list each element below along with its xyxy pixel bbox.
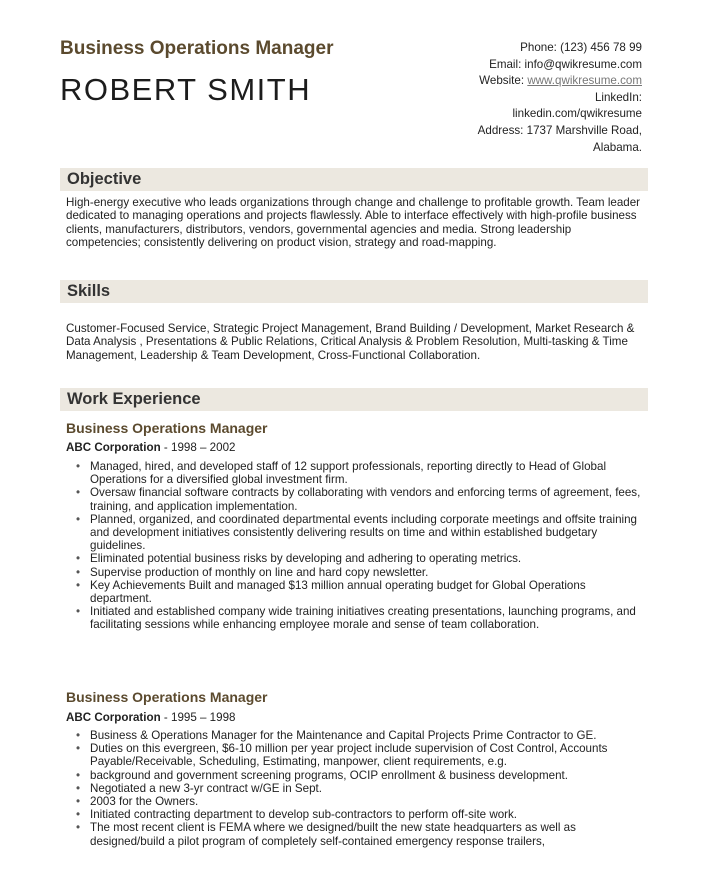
contact-block — [412, 40, 642, 156]
linkedin-link[interactable]: linkedin.com/qwikresume — [512, 107, 642, 121]
list-item: • Duties on this evergreen, $6-10 million per year project include supervision of Cost Control, Accounts Payable/Receivable, Scheduling, Estimating, manpower, client requirements, e.g. — [76, 742, 648, 768]
list-item: • Business & Operations Manager for the Maintenance and Capital Projects Prime Contractor to GE. — [76, 729, 648, 742]
objective-heading: Objective — [67, 170, 142, 188]
email-line — [412, 57, 642, 74]
objective-text: High-energy executive who leads organizations through change and challenge to profitable growth. Team leader dedicated to managing operations and projects flawlessly. Able to interface effectively with high-profile business clients, manufacturers, distributors, vendors, governmental agencies and media. Strong leadership competencies; consistently delivering on product vision, strategy and road-mapping. — [66, 196, 641, 250]
email-value[interactable]: info@qwikresume.com — [524, 57, 642, 71]
linkedin-label: LinkedIn: — [594, 90, 642, 104]
email-label: Email: — [489, 57, 522, 71]
address-value: 1737 Marshville Road, — [526, 123, 642, 137]
skills-text: Customer-Focused Service, Strategic Project Management, Brand Building / Development, Market Research & Data Analysis , Presentations & Public Relations, Critical Analysis & Problem Resolution, Multi-tasking & Time Management, Leadership & Team Development, Cross-Functional Collaboration. — [66, 322, 635, 362]
job-2-bullets — [76, 729, 648, 848]
phone-line — [412, 40, 642, 57]
job-title: Business Operations Manager — [60, 38, 334, 59]
list-item: • Key Achievements Built and managed $13 million annual operating budget for Global Operations department. — [76, 579, 648, 605]
phone-value: (123) 456 78 99 — [560, 41, 642, 54]
job-2-title: Business Operations Manager — [66, 689, 268, 705]
phone-label: Phone: — [520, 41, 557, 54]
website-link[interactable]: www.qwikresume.com — [527, 74, 642, 88]
resume-header — [60, 38, 650, 154]
address-line — [412, 123, 642, 140]
list-item: • Oversaw financial software contracts by collaborating with vendors and enforcing terms of agreement, fees, training, and application implementation. — [76, 486, 648, 512]
job-2-company: ABC Corporation — [66, 711, 161, 724]
address-line-2: Alabama. — [593, 140, 642, 154]
job-2-company-line — [66, 711, 235, 724]
job-1-company-line — [66, 441, 235, 454]
address-label: Address: — [477, 123, 524, 137]
list-item: • Initiated and established company wide training initiatives creating presentations, launching programs, and facilitating sessions while enhancing employee morale and sense of team collaboration. — [76, 605, 648, 631]
list-item: • 2003 for the Owners. — [76, 795, 648, 808]
list-item: • background and government screening programs, OCIP enrollment & business development. — [76, 769, 648, 782]
skills-heading: Skills — [67, 282, 111, 300]
list-item: • Negotiated a new 3-yr contract w/GE in Sept. — [76, 782, 648, 795]
job-1-dates: - 1998 – 2002 — [160, 441, 236, 454]
skills-section-header — [60, 280, 648, 303]
job-1-company: ABC Corporation — [66, 441, 161, 454]
website-label: Website: — [479, 74, 525, 88]
list-item: • Supervise production of monthly on line and hard copy newsletter. — [76, 566, 648, 579]
objective-section-header — [60, 168, 648, 191]
work-heading: Work Experience — [67, 390, 201, 408]
candidate-name: ROBERT SMITH — [60, 72, 312, 107]
list-item: • Planned, organized, and coordinated departmental events including corporate meetings and offsite training and development initiatives consistently delivering results on time and within established budgetary guidelines. — [76, 513, 648, 553]
list-item: • Managed, hired, and developed staff of 12 support professionals, reporting directly to Head of Global Operations for a diversified global investment firm. — [76, 460, 648, 486]
work-section-header — [60, 388, 648, 411]
job-1-bullets — [76, 460, 648, 632]
website-line — [412, 73, 642, 90]
job-2-dates: - 1995 – 1998 — [160, 711, 236, 724]
list-item: • Initiated contracting department to develop sub-contractors to perform off-site work. — [76, 808, 648, 821]
list-item: • The most recent client is FEMA where we designed/built the new state headquarters as well as designed/build a pilot program of completely self-contained emergency response trailers, — [76, 821, 648, 847]
list-item: • Eliminated potential business risks by developing and adhering to operating metrics. — [76, 552, 648, 565]
job-1-title: Business Operations Manager — [66, 420, 268, 436]
